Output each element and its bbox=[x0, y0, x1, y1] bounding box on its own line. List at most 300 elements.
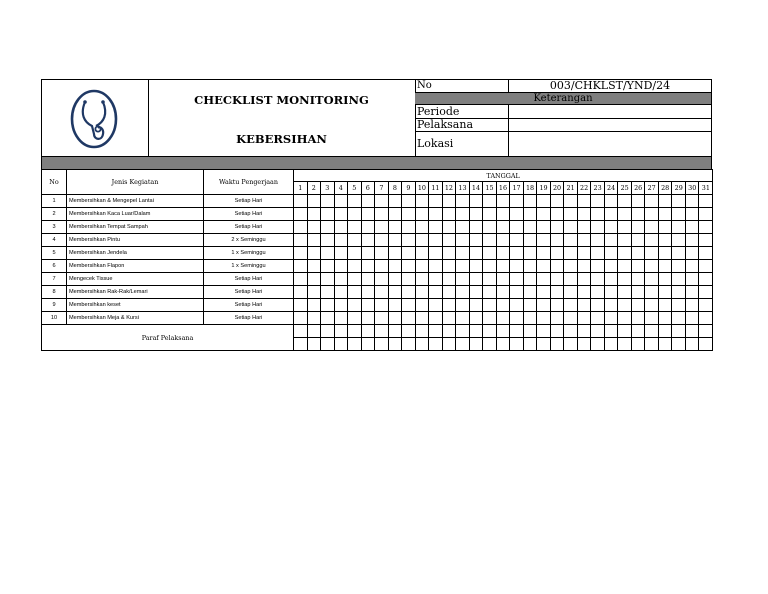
check-cell[interactable] bbox=[550, 273, 564, 286]
check-cell[interactable] bbox=[483, 286, 497, 299]
paraf-cell[interactable] bbox=[388, 338, 402, 351]
check-cell[interactable] bbox=[631, 273, 645, 286]
check-cell[interactable] bbox=[483, 260, 497, 273]
check-cell[interactable] bbox=[456, 234, 470, 247]
check-cell[interactable] bbox=[645, 221, 659, 234]
check-cell[interactable] bbox=[577, 299, 591, 312]
paraf-cell[interactable] bbox=[348, 325, 362, 338]
check-cell[interactable] bbox=[604, 286, 618, 299]
check-cell[interactable] bbox=[361, 260, 375, 273]
check-cell[interactable] bbox=[550, 195, 564, 208]
check-cell[interactable] bbox=[672, 312, 686, 325]
check-cell[interactable] bbox=[321, 260, 335, 273]
check-cell[interactable] bbox=[604, 247, 618, 260]
check-cell[interactable] bbox=[469, 195, 483, 208]
check-cell[interactable] bbox=[415, 299, 429, 312]
check-cell[interactable] bbox=[699, 221, 713, 234]
check-cell[interactable] bbox=[699, 195, 713, 208]
paraf-cell[interactable] bbox=[415, 325, 429, 338]
check-cell[interactable] bbox=[631, 195, 645, 208]
check-cell[interactable] bbox=[334, 286, 348, 299]
paraf-cell[interactable] bbox=[537, 338, 551, 351]
paraf-cell[interactable] bbox=[577, 325, 591, 338]
check-cell[interactable] bbox=[631, 234, 645, 247]
paraf-cell[interactable] bbox=[537, 325, 551, 338]
check-cell[interactable] bbox=[510, 234, 524, 247]
check-cell[interactable] bbox=[442, 221, 456, 234]
check-cell[interactable] bbox=[388, 273, 402, 286]
paraf-cell[interactable] bbox=[645, 338, 659, 351]
paraf-cell[interactable] bbox=[699, 338, 713, 351]
check-cell[interactable] bbox=[699, 260, 713, 273]
check-cell[interactable] bbox=[321, 286, 335, 299]
check-cell[interactable] bbox=[496, 221, 510, 234]
check-cell[interactable] bbox=[321, 221, 335, 234]
check-cell[interactable] bbox=[402, 299, 416, 312]
check-cell[interactable] bbox=[631, 221, 645, 234]
paraf-cell[interactable] bbox=[388, 325, 402, 338]
check-cell[interactable] bbox=[334, 234, 348, 247]
check-cell[interactable] bbox=[672, 247, 686, 260]
paraf-cell[interactable] bbox=[672, 338, 686, 351]
paraf-cell[interactable] bbox=[550, 338, 564, 351]
check-cell[interactable] bbox=[645, 195, 659, 208]
paraf-cell[interactable] bbox=[361, 325, 375, 338]
check-cell[interactable] bbox=[294, 247, 308, 260]
paraf-cell[interactable] bbox=[685, 338, 699, 351]
check-cell[interactable] bbox=[604, 260, 618, 273]
check-cell[interactable] bbox=[429, 221, 443, 234]
check-cell[interactable] bbox=[537, 299, 551, 312]
check-cell[interactable] bbox=[658, 273, 672, 286]
check-cell[interactable] bbox=[510, 312, 524, 325]
check-cell[interactable] bbox=[658, 221, 672, 234]
check-cell[interactable] bbox=[375, 195, 389, 208]
check-cell[interactable] bbox=[658, 260, 672, 273]
check-cell[interactable] bbox=[348, 286, 362, 299]
check-cell[interactable] bbox=[658, 286, 672, 299]
check-cell[interactable] bbox=[388, 286, 402, 299]
check-cell[interactable] bbox=[510, 286, 524, 299]
check-cell[interactable] bbox=[442, 195, 456, 208]
check-cell[interactable] bbox=[429, 247, 443, 260]
check-cell[interactable] bbox=[591, 260, 605, 273]
check-cell[interactable] bbox=[699, 247, 713, 260]
check-cell[interactable] bbox=[456, 221, 470, 234]
check-cell[interactable] bbox=[348, 221, 362, 234]
check-cell[interactable] bbox=[456, 247, 470, 260]
paraf-cell[interactable] bbox=[510, 338, 524, 351]
check-cell[interactable] bbox=[321, 273, 335, 286]
check-cell[interactable] bbox=[523, 208, 537, 221]
check-cell[interactable] bbox=[334, 247, 348, 260]
check-cell[interactable] bbox=[631, 260, 645, 273]
check-cell[interactable] bbox=[469, 299, 483, 312]
paraf-cell[interactable] bbox=[442, 325, 456, 338]
paraf-cell[interactable] bbox=[429, 325, 443, 338]
check-cell[interactable] bbox=[442, 234, 456, 247]
check-cell[interactable] bbox=[685, 273, 699, 286]
paraf-cell[interactable] bbox=[469, 325, 483, 338]
check-cell[interactable] bbox=[591, 273, 605, 286]
check-cell[interactable] bbox=[402, 247, 416, 260]
check-cell[interactable] bbox=[564, 299, 578, 312]
paraf-cell[interactable] bbox=[469, 338, 483, 351]
check-cell[interactable] bbox=[685, 312, 699, 325]
check-cell[interactable] bbox=[672, 273, 686, 286]
check-cell[interactable] bbox=[672, 260, 686, 273]
check-cell[interactable] bbox=[564, 195, 578, 208]
check-cell[interactable] bbox=[375, 260, 389, 273]
check-cell[interactable] bbox=[496, 247, 510, 260]
paraf-cell[interactable] bbox=[658, 325, 672, 338]
paraf-cell[interactable] bbox=[307, 338, 321, 351]
check-cell[interactable] bbox=[496, 299, 510, 312]
check-cell[interactable] bbox=[699, 273, 713, 286]
check-cell[interactable] bbox=[483, 208, 497, 221]
paraf-cell[interactable] bbox=[483, 338, 497, 351]
check-cell[interactable] bbox=[685, 247, 699, 260]
check-cell[interactable] bbox=[442, 208, 456, 221]
check-cell[interactable] bbox=[685, 286, 699, 299]
check-cell[interactable] bbox=[645, 208, 659, 221]
check-cell[interactable] bbox=[496, 208, 510, 221]
check-cell[interactable] bbox=[618, 208, 632, 221]
check-cell[interactable] bbox=[388, 299, 402, 312]
check-cell[interactable] bbox=[442, 273, 456, 286]
check-cell[interactable] bbox=[361, 273, 375, 286]
paraf-cell[interactable] bbox=[604, 325, 618, 338]
check-cell[interactable] bbox=[618, 273, 632, 286]
check-cell[interactable] bbox=[402, 286, 416, 299]
check-cell[interactable] bbox=[388, 208, 402, 221]
check-cell[interactable] bbox=[672, 221, 686, 234]
check-cell[interactable] bbox=[402, 221, 416, 234]
check-cell[interactable] bbox=[537, 286, 551, 299]
check-cell[interactable] bbox=[348, 208, 362, 221]
paraf-cell[interactable] bbox=[672, 325, 686, 338]
paraf-cell[interactable] bbox=[321, 325, 335, 338]
paraf-cell[interactable] bbox=[618, 338, 632, 351]
check-cell[interactable] bbox=[307, 195, 321, 208]
check-cell[interactable] bbox=[348, 312, 362, 325]
check-cell[interactable] bbox=[631, 286, 645, 299]
check-cell[interactable] bbox=[456, 312, 470, 325]
check-cell[interactable] bbox=[604, 234, 618, 247]
check-cell[interactable] bbox=[348, 247, 362, 260]
check-cell[interactable] bbox=[294, 208, 308, 221]
check-cell[interactable] bbox=[415, 260, 429, 273]
check-cell[interactable] bbox=[429, 273, 443, 286]
check-cell[interactable] bbox=[429, 208, 443, 221]
check-cell[interactable] bbox=[618, 286, 632, 299]
paraf-cell[interactable] bbox=[496, 325, 510, 338]
check-cell[interactable] bbox=[361, 286, 375, 299]
check-cell[interactable] bbox=[388, 221, 402, 234]
paraf-cell[interactable] bbox=[564, 325, 578, 338]
paraf-cell[interactable] bbox=[334, 338, 348, 351]
paraf-cell[interactable] bbox=[442, 338, 456, 351]
check-cell[interactable] bbox=[685, 299, 699, 312]
check-cell[interactable] bbox=[523, 234, 537, 247]
check-cell[interactable] bbox=[537, 247, 551, 260]
paraf-cell[interactable] bbox=[294, 325, 308, 338]
check-cell[interactable] bbox=[604, 312, 618, 325]
paraf-cell[interactable] bbox=[591, 338, 605, 351]
check-cell[interactable] bbox=[456, 286, 470, 299]
check-cell[interactable] bbox=[321, 312, 335, 325]
check-cell[interactable] bbox=[321, 299, 335, 312]
check-cell[interactable] bbox=[361, 234, 375, 247]
check-cell[interactable] bbox=[496, 260, 510, 273]
check-cell[interactable] bbox=[483, 195, 497, 208]
check-cell[interactable] bbox=[375, 286, 389, 299]
check-cell[interactable] bbox=[483, 221, 497, 234]
check-cell[interactable] bbox=[591, 234, 605, 247]
check-cell[interactable] bbox=[334, 260, 348, 273]
paraf-cell[interactable] bbox=[456, 325, 470, 338]
check-cell[interactable] bbox=[294, 299, 308, 312]
check-cell[interactable] bbox=[591, 195, 605, 208]
check-cell[interactable] bbox=[564, 221, 578, 234]
paraf-cell[interactable] bbox=[415, 338, 429, 351]
check-cell[interactable] bbox=[618, 221, 632, 234]
check-cell[interactable] bbox=[523, 299, 537, 312]
check-cell[interactable] bbox=[429, 299, 443, 312]
check-cell[interactable] bbox=[604, 208, 618, 221]
check-cell[interactable] bbox=[618, 312, 632, 325]
check-cell[interactable] bbox=[483, 312, 497, 325]
check-cell[interactable] bbox=[469, 273, 483, 286]
check-cell[interactable] bbox=[429, 312, 443, 325]
check-cell[interactable] bbox=[523, 260, 537, 273]
check-cell[interactable] bbox=[672, 286, 686, 299]
check-cell[interactable] bbox=[685, 221, 699, 234]
check-cell[interactable] bbox=[658, 234, 672, 247]
check-cell[interactable] bbox=[307, 273, 321, 286]
check-cell[interactable] bbox=[631, 312, 645, 325]
paraf-cell[interactable] bbox=[334, 325, 348, 338]
check-cell[interactable] bbox=[469, 286, 483, 299]
paraf-cell[interactable] bbox=[348, 338, 362, 351]
check-cell[interactable] bbox=[307, 260, 321, 273]
check-cell[interactable] bbox=[510, 221, 524, 234]
check-cell[interactable] bbox=[294, 221, 308, 234]
check-cell[interactable] bbox=[361, 247, 375, 260]
check-cell[interactable] bbox=[442, 247, 456, 260]
paraf-cell[interactable] bbox=[618, 325, 632, 338]
check-cell[interactable] bbox=[645, 273, 659, 286]
check-cell[interactable] bbox=[321, 208, 335, 221]
check-cell[interactable] bbox=[591, 312, 605, 325]
check-cell[interactable] bbox=[564, 260, 578, 273]
check-cell[interactable] bbox=[334, 208, 348, 221]
check-cell[interactable] bbox=[402, 260, 416, 273]
check-cell[interactable] bbox=[523, 195, 537, 208]
check-cell[interactable] bbox=[699, 234, 713, 247]
check-cell[interactable] bbox=[334, 312, 348, 325]
check-cell[interactable] bbox=[618, 260, 632, 273]
check-cell[interactable] bbox=[294, 195, 308, 208]
check-cell[interactable] bbox=[550, 286, 564, 299]
check-cell[interactable] bbox=[577, 312, 591, 325]
check-cell[interactable] bbox=[699, 286, 713, 299]
check-cell[interactable] bbox=[388, 195, 402, 208]
paraf-cell[interactable] bbox=[523, 325, 537, 338]
check-cell[interactable] bbox=[591, 299, 605, 312]
paraf-cell[interactable] bbox=[645, 325, 659, 338]
check-cell[interactable] bbox=[456, 273, 470, 286]
check-cell[interactable] bbox=[334, 299, 348, 312]
check-cell[interactable] bbox=[307, 208, 321, 221]
paraf-cell[interactable] bbox=[564, 338, 578, 351]
check-cell[interactable] bbox=[577, 247, 591, 260]
check-cell[interactable] bbox=[645, 247, 659, 260]
check-cell[interactable] bbox=[523, 247, 537, 260]
check-cell[interactable] bbox=[402, 208, 416, 221]
check-cell[interactable] bbox=[618, 299, 632, 312]
check-cell[interactable] bbox=[307, 247, 321, 260]
check-cell[interactable] bbox=[672, 195, 686, 208]
paraf-cell[interactable] bbox=[361, 338, 375, 351]
check-cell[interactable] bbox=[442, 260, 456, 273]
check-cell[interactable] bbox=[523, 273, 537, 286]
check-cell[interactable] bbox=[294, 234, 308, 247]
paraf-cell[interactable] bbox=[429, 338, 443, 351]
check-cell[interactable] bbox=[321, 247, 335, 260]
check-cell[interactable] bbox=[375, 221, 389, 234]
check-cell[interactable] bbox=[564, 286, 578, 299]
check-cell[interactable] bbox=[483, 234, 497, 247]
check-cell[interactable] bbox=[388, 260, 402, 273]
check-cell[interactable] bbox=[699, 312, 713, 325]
paraf-cell[interactable] bbox=[307, 325, 321, 338]
paraf-cell[interactable] bbox=[699, 325, 713, 338]
check-cell[interactable] bbox=[550, 247, 564, 260]
check-cell[interactable] bbox=[591, 247, 605, 260]
check-cell[interactable] bbox=[564, 208, 578, 221]
check-cell[interactable] bbox=[685, 260, 699, 273]
check-cell[interactable] bbox=[469, 312, 483, 325]
check-cell[interactable] bbox=[469, 234, 483, 247]
check-cell[interactable] bbox=[442, 286, 456, 299]
check-cell[interactable] bbox=[685, 234, 699, 247]
check-cell[interactable] bbox=[415, 312, 429, 325]
check-cell[interactable] bbox=[645, 286, 659, 299]
paraf-cell[interactable] bbox=[375, 338, 389, 351]
check-cell[interactable] bbox=[429, 260, 443, 273]
check-cell[interactable] bbox=[469, 221, 483, 234]
check-cell[interactable] bbox=[510, 247, 524, 260]
paraf-cell[interactable] bbox=[294, 338, 308, 351]
check-cell[interactable] bbox=[294, 273, 308, 286]
check-cell[interactable] bbox=[658, 247, 672, 260]
check-cell[interactable] bbox=[375, 273, 389, 286]
check-cell[interactable] bbox=[334, 273, 348, 286]
check-cell[interactable] bbox=[402, 273, 416, 286]
check-cell[interactable] bbox=[375, 299, 389, 312]
check-cell[interactable] bbox=[564, 273, 578, 286]
paraf-cell[interactable] bbox=[321, 338, 335, 351]
check-cell[interactable] bbox=[699, 299, 713, 312]
check-cell[interactable] bbox=[510, 208, 524, 221]
check-cell[interactable] bbox=[415, 247, 429, 260]
check-cell[interactable] bbox=[564, 312, 578, 325]
check-cell[interactable] bbox=[604, 221, 618, 234]
check-cell[interactable] bbox=[429, 286, 443, 299]
check-cell[interactable] bbox=[550, 221, 564, 234]
check-cell[interactable] bbox=[469, 260, 483, 273]
check-cell[interactable] bbox=[388, 312, 402, 325]
check-cell[interactable] bbox=[429, 234, 443, 247]
check-cell[interactable] bbox=[496, 312, 510, 325]
paraf-cell[interactable] bbox=[631, 325, 645, 338]
check-cell[interactable] bbox=[348, 273, 362, 286]
check-cell[interactable] bbox=[550, 208, 564, 221]
check-cell[interactable] bbox=[510, 299, 524, 312]
paraf-cell[interactable] bbox=[604, 338, 618, 351]
check-cell[interactable] bbox=[537, 234, 551, 247]
check-cell[interactable] bbox=[307, 312, 321, 325]
check-cell[interactable] bbox=[645, 299, 659, 312]
check-cell[interactable] bbox=[415, 221, 429, 234]
check-cell[interactable] bbox=[469, 208, 483, 221]
check-cell[interactable] bbox=[348, 299, 362, 312]
check-cell[interactable] bbox=[294, 312, 308, 325]
check-cell[interactable] bbox=[618, 195, 632, 208]
check-cell[interactable] bbox=[577, 273, 591, 286]
check-cell[interactable] bbox=[537, 208, 551, 221]
check-cell[interactable] bbox=[307, 234, 321, 247]
check-cell[interactable] bbox=[550, 234, 564, 247]
paraf-cell[interactable] bbox=[577, 338, 591, 351]
paraf-cell[interactable] bbox=[685, 325, 699, 338]
check-cell[interactable] bbox=[375, 247, 389, 260]
check-cell[interactable] bbox=[469, 247, 483, 260]
check-cell[interactable] bbox=[307, 286, 321, 299]
check-cell[interactable] bbox=[510, 273, 524, 286]
check-cell[interactable] bbox=[537, 260, 551, 273]
check-cell[interactable] bbox=[523, 286, 537, 299]
paraf-cell[interactable] bbox=[496, 338, 510, 351]
check-cell[interactable] bbox=[577, 221, 591, 234]
check-cell[interactable] bbox=[496, 286, 510, 299]
check-cell[interactable] bbox=[456, 299, 470, 312]
check-cell[interactable] bbox=[321, 195, 335, 208]
check-cell[interactable] bbox=[604, 195, 618, 208]
check-cell[interactable] bbox=[402, 234, 416, 247]
check-cell[interactable] bbox=[577, 260, 591, 273]
check-cell[interactable] bbox=[483, 247, 497, 260]
check-cell[interactable] bbox=[550, 312, 564, 325]
check-cell[interactable] bbox=[591, 221, 605, 234]
check-cell[interactable] bbox=[550, 260, 564, 273]
check-cell[interactable] bbox=[577, 234, 591, 247]
check-cell[interactable] bbox=[510, 195, 524, 208]
check-cell[interactable] bbox=[685, 208, 699, 221]
check-cell[interactable] bbox=[429, 195, 443, 208]
check-cell[interactable] bbox=[537, 312, 551, 325]
check-cell[interactable] bbox=[361, 208, 375, 221]
check-cell[interactable] bbox=[402, 195, 416, 208]
check-cell[interactable] bbox=[415, 286, 429, 299]
check-cell[interactable] bbox=[550, 299, 564, 312]
check-cell[interactable] bbox=[415, 234, 429, 247]
check-cell[interactable] bbox=[591, 286, 605, 299]
check-cell[interactable] bbox=[456, 260, 470, 273]
check-cell[interactable] bbox=[645, 260, 659, 273]
check-cell[interactable] bbox=[645, 234, 659, 247]
